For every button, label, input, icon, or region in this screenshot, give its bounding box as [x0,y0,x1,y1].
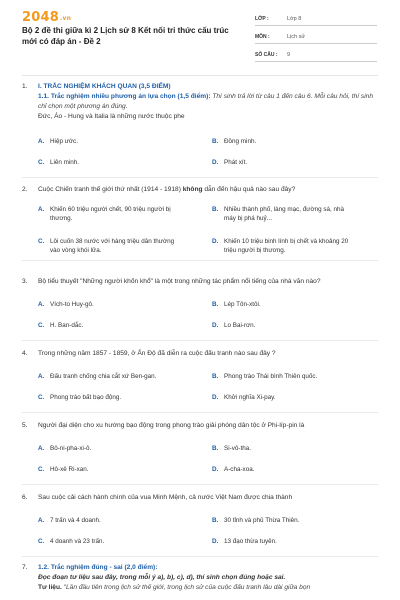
question-text: Trong những năm 1857 - 1859, ở Ấn Độ đã diễn ra cuộc đấu tranh nào sau đây ? [38,350,276,357]
option-letter: D. [212,322,219,329]
document-title: Bộ 2 đề thi giữa kì 2 Lịch sử 8 Kết nối tri thức cấu trúc mới có đáp án - Đề 2 [22,26,229,46]
question-body [38,82,378,122]
question-separator [22,260,378,261]
question-number: 5. [22,422,28,429]
question-number: 2. [22,186,28,193]
option-d[interactable] [212,537,350,546]
option-letter: D. [212,238,219,245]
question-body [38,349,378,359]
subsection-title: 1.2. Trắc nghiệm đúng - sai (2,0 điểm): [38,564,158,571]
option-letter: A. [38,517,45,524]
option-text: Phát xít. [224,159,248,166]
question-text: Bộ tiểu thuyết "Những người khốn khổ" là một trong những tác phẩm nổi tiếng của nhà văn nào? [38,278,321,285]
question-body [38,421,378,431]
question-number: 1. [22,83,28,90]
option-letter: C. [38,394,45,401]
meta-value: 9 [287,51,291,58]
option-text: Lép Tôn-xtôi. [224,301,261,308]
option-text: Liên minh. [50,159,80,166]
option-d[interactable] [212,321,350,330]
question-2 [22,185,382,197]
meta-subject-row [255,30,377,44]
option-letter: D. [212,159,219,166]
option-c[interactable] [38,158,176,167]
header-divider [22,75,378,76]
option-letter: C. [38,238,45,245]
option-text: Khởi nghĩa Xi-pay. [224,394,276,401]
option-text: Phong trào Thái bình Thiên quốc. [224,373,318,380]
option-d[interactable] [212,465,350,474]
meta-class-row [255,12,377,26]
option-text: Đấu tranh chống chia cắt xứ Ben-gan. [50,373,157,380]
option-letter: A. [38,301,45,308]
option-text: Hô-xê Ri-xan. [50,466,89,473]
question-separator [22,556,378,557]
option-b[interactable] [212,300,350,309]
question-emphasis: không [182,186,203,193]
option-letter: A. [38,445,45,452]
question-body [38,277,378,287]
question-text: Sau cuộc cải cách hành chính của vua Minh Mệnh, cả nước Việt Nam được chia thành [38,494,293,501]
option-text: Nhiều thành phố, làng mạc, đường sá, nhà máy bị phá huỷ... [224,206,345,222]
option-text: Hiệp ước. [50,138,78,145]
option-letter: D. [212,538,219,545]
option-text: Lo Bai-rơn. [224,322,256,329]
question-separator [22,177,378,178]
option-b[interactable] [212,205,350,223]
option-d[interactable] [212,393,350,402]
meta-label: SỐ CÂU : [255,51,278,58]
site-logo[interactable]: 2048.vn [22,10,72,25]
option-d[interactable] [212,237,350,255]
question-5 [22,421,382,433]
subsection-title: 1.1. Trắc nghiệm nhiều phương án lựa chọn (1,5 điểm): [38,93,211,100]
option-a[interactable] [38,372,200,381]
option-text: H. Ban-dắc. [50,322,84,329]
question-3 [22,277,382,289]
option-a[interactable] [38,516,176,525]
question-6 [22,493,382,505]
question-number: 4. [22,350,28,357]
question-text: Cuộc Chiến tranh thế giới thứ nhất (1914 - 1918) [38,186,183,193]
instruction-text: Thí sinh trả lời từ câu 1 đến câu 6. Mỗi câu hỏi, thí sinh chỉ chọn một phương án đúng. [38,93,373,110]
question-number: 6. [22,494,28,501]
option-letter: D. [212,394,219,401]
source-label: Tư liệu. [38,584,62,591]
option-c[interactable] [38,465,176,474]
meta-count-row [255,48,377,62]
option-text: A-cha-xoa. [224,466,255,473]
source-text: "Lần đầu tiên trong lịch sử thế giới, trong lịch sử của cuộc đấu tranh lâu dài giữa bọn [63,584,311,591]
option-letter: A. [38,373,45,380]
option-a[interactable] [38,137,176,146]
option-text: 13 đạo thừa tuyên. [224,538,277,545]
question-separator [22,484,378,485]
instruction-text: Đọc đoạn tư liệu sau đây, trong mỗi ý a), b), c), d), thí sinh chọn đúng hoặc sai. [38,574,286,581]
question-number: 3. [22,278,28,285]
option-letter: C. [38,538,45,545]
meta-label: LỚP : [255,15,269,22]
option-text: Phong trào bất bạo động. [50,394,122,401]
option-a[interactable] [38,444,176,453]
option-d[interactable] [212,158,350,167]
header [0,0,400,70]
option-b[interactable] [212,516,350,525]
option-text: Khiến 10 triệu binh lính bị chết và khoảng 20 triệu người bị thương. [224,238,349,254]
option-text: Lôi cuốn 38 nước với hàng triệu dân thường vào vòng khói lửa. [50,238,175,254]
option-a[interactable] [38,300,176,309]
meta-panel [255,12,377,66]
option-text: 4 doanh và 23 trấn. [50,538,105,545]
question-separator [22,412,378,413]
meta-label: MÔN : [255,33,270,40]
section-title: I. TRẮC NGHIỆM KHÁCH QUAN (3,5 ĐIỂM) [38,83,171,90]
option-b[interactable] [212,444,350,453]
option-text: 7 trấn và 4 doanh. [50,517,101,524]
option-letter: B. [212,301,219,308]
option-text: Si-vô-tha. [224,445,251,452]
question-4 [22,349,382,361]
option-c[interactable] [38,393,176,402]
question-text: dẫn đến hậu quả nào sau đây? [202,186,296,193]
option-letter: B. [212,517,219,524]
question-body [38,185,378,195]
question-body [38,563,378,593]
option-letter: A. [38,206,45,213]
option-letter: A. [38,138,45,145]
option-c[interactable] [38,321,176,330]
option-c[interactable] [38,237,176,255]
question-1 [22,82,382,142]
option-text: Đồng minh. [224,138,257,145]
meta-value: Lớp 8 [287,15,302,22]
option-text: 30 tỉnh và phủ Thừa Thiên. [224,517,300,524]
option-letter: C. [38,466,45,473]
option-letter: B. [212,206,219,213]
question-text: Đức, Áo - Hung và Italia là những nước thuộc phe [38,113,185,120]
option-text: Bô-ni-pha-xi-ô. [50,445,92,452]
option-b[interactable] [212,137,350,146]
question-body [38,493,378,503]
option-letter: B. [212,445,219,452]
option-letter: D. [212,466,219,473]
meta-value: Lịch sử [287,33,306,40]
question-separator [22,340,378,341]
question-text: Người đại diện cho xu hướng bạo động trong phong trào giải phóng dân tộc ở Phi-líp-pin là [38,422,305,429]
option-letter: B. [212,373,219,380]
option-text: Vích-to Huy-gô. [50,301,94,308]
option-c[interactable] [38,537,176,546]
option-letter: B. [212,138,219,145]
option-letter: C. [38,159,45,166]
option-b[interactable] [212,372,374,381]
option-letter: C. [38,322,45,329]
option-text: Khiến 60 triệu người chết, 90 triệu người bị thương. [50,206,171,222]
option-a[interactable] [38,205,176,223]
question-number: 7. [22,564,28,571]
question-7 [22,563,382,600]
